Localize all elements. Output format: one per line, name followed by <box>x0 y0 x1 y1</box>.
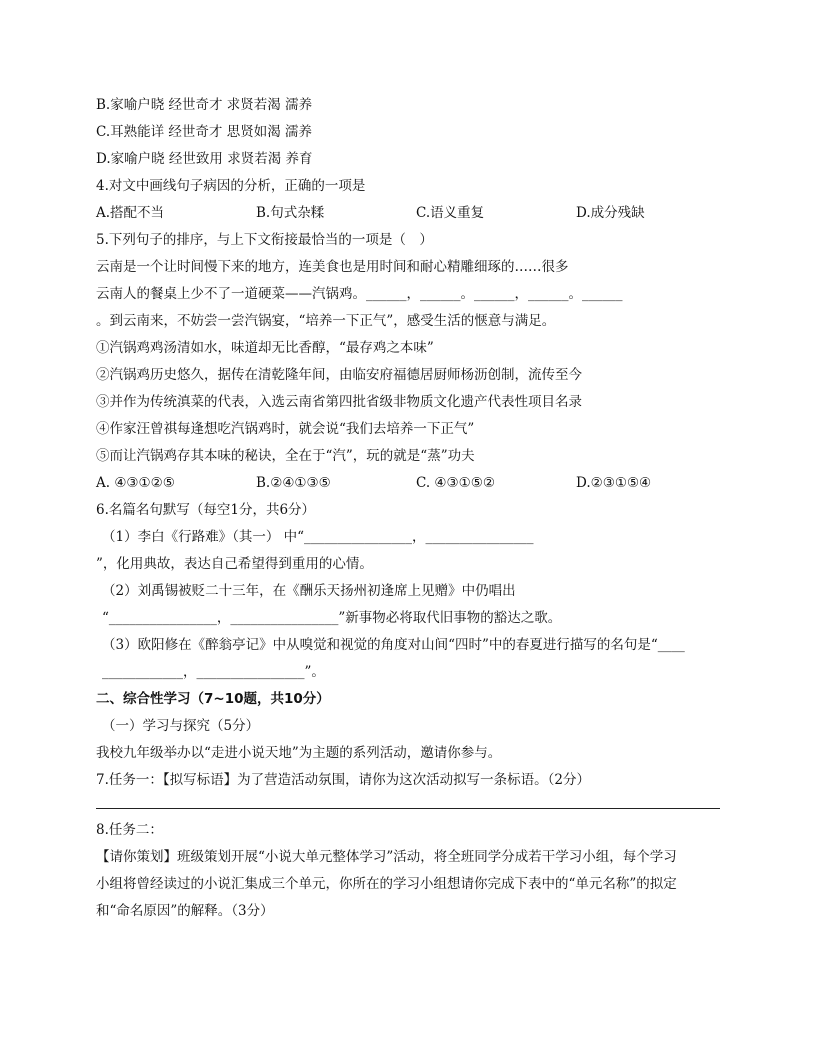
q5-passage-3: 。到云南来，不妨尝一尝汽锅宴，“培养一下正气”，感受生活的惬意与满足。 <box>96 313 556 329</box>
q5-option-a: A. ④③①②⑤ <box>96 475 175 491</box>
section-2-subtitle: （一）学习与探究（5分） <box>102 718 260 734</box>
q8-paragraph-3: 和“命名原因”的解释。（3分） <box>96 903 274 919</box>
q6-line-5: （3）欧阳修在《醉翁亭记》中从嗅觉和视觉的角度对山间“四时”中的春夏进行描写的名句是“____ <box>102 637 685 653</box>
q5-sentence-5: ⑤而让汽锅鸡存其本味的秘诀，全在于“汽”，玩的就是“蒸”功夫 <box>96 448 475 464</box>
q5-sentence-4: ④作家汪曾祺每逢想吃汽锅鸡时，就会说“我们去培养一下正气” <box>96 421 475 437</box>
q6-line-2: ”，化用典故，表达自己希望得到重用的心情。 <box>96 556 373 572</box>
q3-option-b: B.家喻户晓 经世奇才 求贤若渴 濡养 <box>96 97 313 113</box>
q6-line-4: “________________，________________”新事物必将取代旧事物的豁达之歌。 <box>102 610 562 626</box>
q7-stem: 7.任务一：【拟写标语】为了营造活动氛围，请你为这次活动拟写一条标语。（2分） <box>96 772 590 788</box>
q5-passage-1: 云南是一个让时间慢下来的地方，连美食也是用时间和耐心精雕细琢的……很多 <box>96 259 569 275</box>
q4-option-b: B.句式杂糅 <box>256 205 325 221</box>
section-2-title: 二、综合性学习（7~10题，共10分） <box>96 691 330 707</box>
q5-sentence-1: ①汽锅鸡鸡汤清如水，味道却无比香醇，“最存鸡之本味” <box>96 340 434 356</box>
q6-stem: 6.名篇名句默写（每空1分，共6分） <box>96 502 316 518</box>
q4-options <box>96 200 720 227</box>
q8-paragraph-1: 【请你策划】班级策划开展“小说大单元整体学习”活动，将全班同学分成若干学习小组，每个学习 <box>96 849 677 865</box>
q3-option-c: C.耳熟能详 经世奇才 思贤如渴 濡养 <box>96 124 313 140</box>
q4-option-a: A.搭配不当 <box>96 205 165 221</box>
q5-passage-2: 云南人的餐桌上少不了一道硬菜——汽锅鸡。______，______。______，______。______ <box>96 286 623 302</box>
q6-line-3: （2）刘禹锡被贬二十三年，在《酬乐天扬州初逢席上见赠》中仍唱出 <box>102 583 516 599</box>
q5-sentence-3: ③并作为传统滇菜的代表，入选云南省第四批省级非物质文化遗产代表性项目名录 <box>96 394 582 410</box>
q6-line-1: （1）李白《行路难》（其一） 中“________________，________________ <box>102 529 534 545</box>
q8-paragraph-2: 小组将曾经读过的小说汇集成三个单元，你所在的学习小组想请你完成下表中的“单元名称”的拟定 <box>96 876 677 892</box>
q5-option-c: C. ④③①⑤② <box>416 475 495 491</box>
q5-option-b: B.②④①③⑤ <box>256 475 331 491</box>
q4-stem: 4.对文中画线句子病因的分析，正确的一项是 <box>96 178 366 194</box>
q4-option-d: D.成分残缺 <box>576 205 645 221</box>
exam-page <box>96 92 720 925</box>
section-2-intro: 我校九年级举办以“走进小说天地”为主题的系列活动，邀请你参与。 <box>96 745 502 761</box>
q8-title: 8.任务二： <box>96 822 163 838</box>
q7-answer-line[interactable] <box>96 808 720 809</box>
q3-option-d: D.家喻户晓 经世致用 求贤若渴 养育 <box>96 151 313 167</box>
q6-line-6: ____________，________________”。 <box>102 664 325 680</box>
q4-option-c: C.语义重复 <box>416 205 485 221</box>
q5-sentence-2: ②汽锅鸡历史悠久，据传在清乾隆年间，由临安府福德居厨师杨沥创制，流传至今 <box>96 367 582 383</box>
q5-options <box>96 470 720 497</box>
q5-stem: 5.下列句子的排序，与上下文衔接最恰当的一项是（ ） <box>96 232 433 248</box>
q5-option-d: D.②③①⑤④ <box>576 475 652 491</box>
